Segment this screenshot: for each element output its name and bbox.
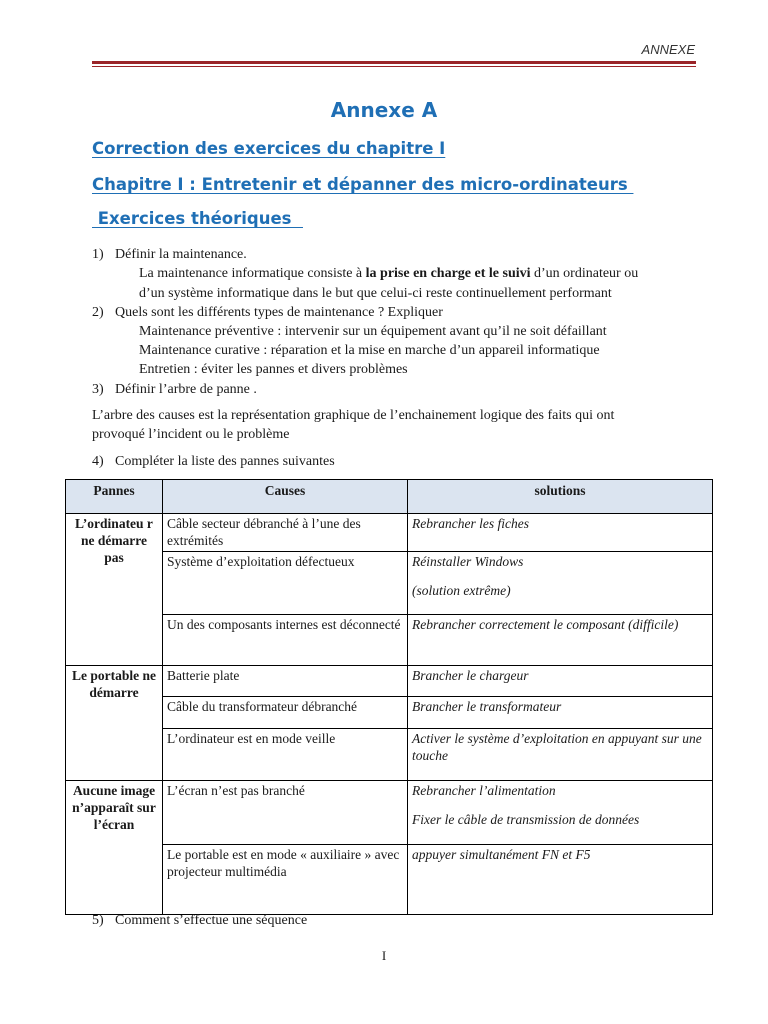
column-header-causes: Causes — [163, 480, 408, 514]
header-rule — [92, 61, 696, 64]
table-row — [66, 666, 713, 697]
question-text: Quels sont les différents types de maintenance ? Expliquer — [115, 305, 443, 320]
answer-emphasis: la prise en charge et le suivi — [365, 266, 531, 281]
answer-1-line-2: d’un système informatique dans le but que celui-ci reste continuellement performant — [139, 286, 612, 301]
cause-cell: Câble secteur débranché à l’une des extrémités — [163, 514, 408, 552]
question-text: Comment s’effectue une séquence — [115, 913, 308, 928]
answer-2-line-1: Maintenance préventive : intervenir sur un équipement avant qu’il ne soit défaillant — [139, 324, 607, 339]
panne-group-name: L’ordinateu r ne démarre pas — [66, 514, 163, 666]
table-row — [66, 552, 713, 615]
solution-cell: Activer le système d’exploitation en appuyant sur une touche — [408, 729, 713, 781]
solution-cell: Brancher le chargeur — [408, 666, 713, 697]
cause-cell: Un des composants internes est déconnecté — [163, 615, 408, 666]
question-text: Définir l’arbre de panne . — [115, 382, 257, 397]
cause-cell: Le portable est en mode « auxiliaire » avec projecteur multimédia — [163, 845, 408, 915]
cause-cell: Batterie plate — [163, 666, 408, 697]
section-heading-exercises: Exercices théoriques — [92, 209, 303, 228]
header-rule-thin — [92, 66, 696, 67]
question-text: Compléter la liste des pannes suivantes — [115, 454, 335, 469]
table-row — [66, 514, 713, 552]
solution-cell: Rebrancher l’alimentation Fixer le câble de transmission de données — [408, 781, 713, 845]
running-header: ANNEXE — [641, 42, 695, 57]
answer-3-line-1: L’arbre des causes est la représentation graphique de l’enchainement logique des faits qui ont — [92, 408, 615, 423]
answer-2-line-3: Entretien : éviter les pannes et divers problèmes — [139, 362, 408, 377]
answer-3-line-2: provoqué l’incident ou le problème — [92, 427, 290, 442]
column-header-pannes: Pannes — [66, 480, 163, 514]
table-row — [66, 781, 713, 845]
section-heading-chapter: Chapitre I : Entretenir et dépanner des micro-ordinateurs — [92, 175, 634, 194]
table-header-row — [66, 480, 713, 514]
pannes-table — [65, 479, 713, 915]
cause-cell: Système d’exploitation défectueux — [163, 552, 408, 615]
question-number: 4) — [92, 454, 104, 469]
column-header-solutions: solutions — [408, 480, 713, 514]
cause-cell: L’ordinateur est en mode veille — [163, 729, 408, 781]
question-number: 2) — [92, 305, 104, 320]
section-heading-correction: Correction des exercices du chapitre I — [92, 139, 446, 158]
question-number: 1) — [92, 247, 104, 262]
solution-cell: Rebrancher les fiches — [408, 514, 713, 552]
cause-cell: Câble du transformateur débranché — [163, 697, 408, 729]
solution-cell: Brancher le transformateur — [408, 697, 713, 729]
answer-2-line-2: Maintenance curative : réparation et la mise en marche d’un appareil informatique — [139, 343, 600, 358]
page-number: I — [381, 948, 387, 963]
question-number: 3) — [92, 382, 104, 397]
table-row — [66, 845, 713, 915]
solution-cell: Réinstaller Windows (solution extrême) — [408, 552, 713, 615]
panne-group-name: Aucune image n’apparaît sur l’écran — [66, 781, 163, 915]
answer-1-line-1: La maintenance informatique consiste à la prise en charge et le suivi d’un ordinateur ou — [139, 266, 639, 281]
table-row — [66, 615, 713, 666]
question-number: 5) — [92, 913, 104, 928]
table-row — [66, 697, 713, 729]
solution-cell: appuyer simultanément FN et F5 — [408, 845, 713, 915]
table-row — [66, 729, 713, 781]
panne-group-name: Le portable ne démarre — [66, 666, 163, 781]
question-text: Définir la maintenance. — [115, 247, 247, 262]
cause-cell: L’écran n’est pas branché — [163, 781, 408, 845]
page-title: Annexe A — [330, 98, 438, 122]
solution-cell: Rebrancher correctement le composant (difficile) — [408, 615, 713, 666]
